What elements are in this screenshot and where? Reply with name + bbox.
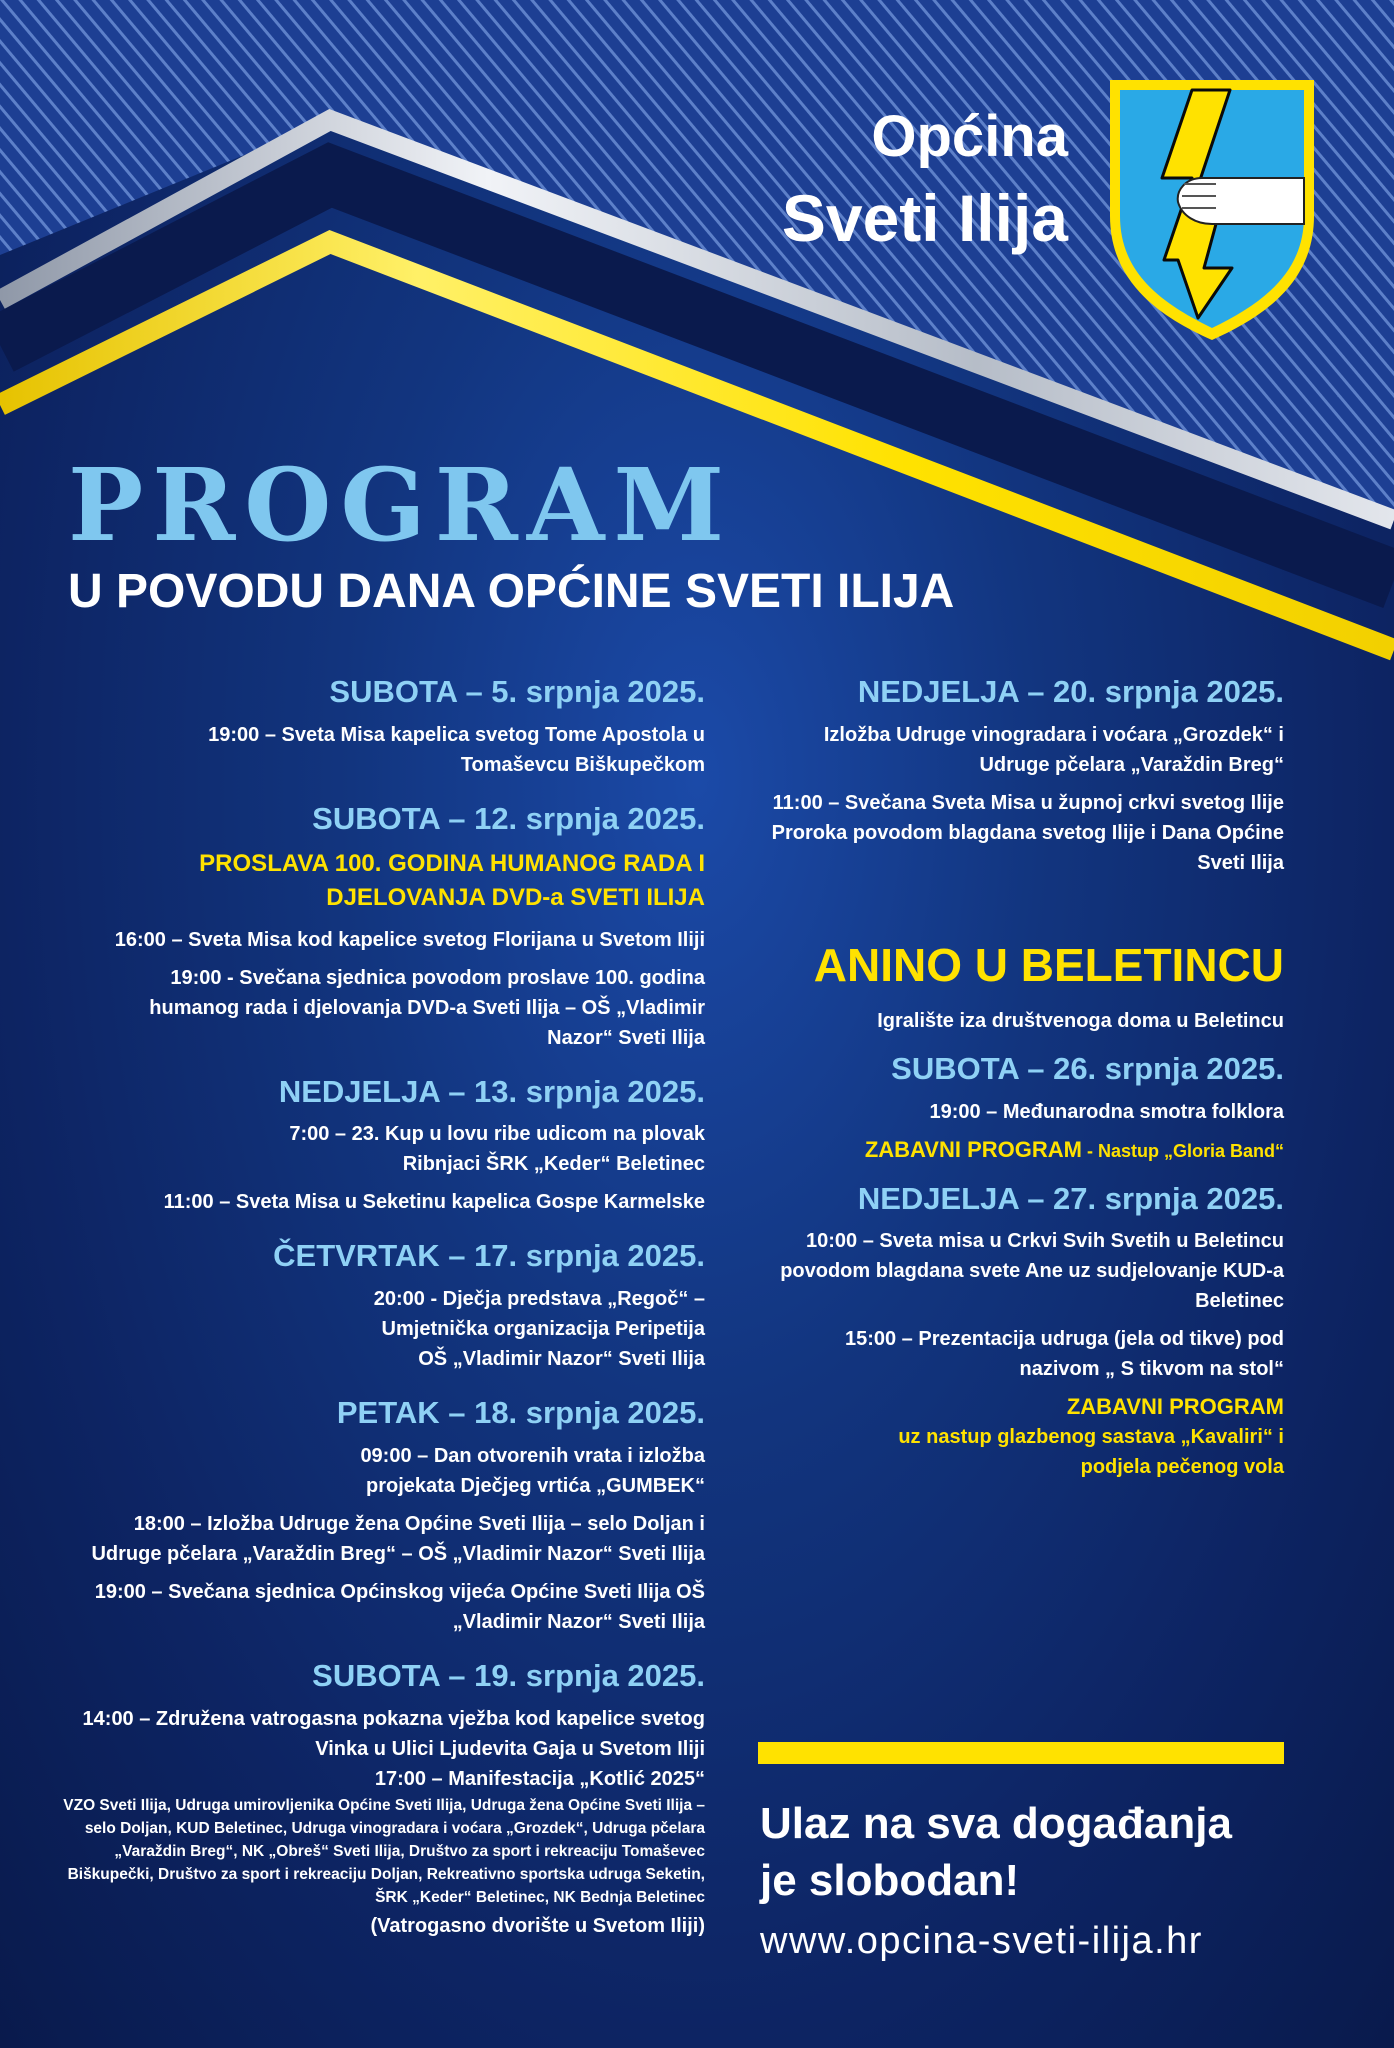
day-heading: SUBOTA – 19. srpnja 2025. xyxy=(312,1657,705,1693)
program-title: PROGRAM xyxy=(68,446,734,564)
event-item: 19:00 – Međunarodna smotra folklora xyxy=(929,1100,1284,1123)
day-heading: NEDJELJA – 27. srpnja 2025. xyxy=(857,1180,1284,1216)
entertainment-label: ZABAVNI PROGRAM xyxy=(864,1136,1082,1162)
event-item: 11:00 – Svečana Sveta Misa u župnoj crkvi svetog Ilije Proroka povodom blagdana svetog Ilije i Dana Općine Sveti Ilija xyxy=(771,791,1284,874)
anino-location: Igralište iza društvenoga doma u Beletincu xyxy=(877,1009,1284,1032)
anino-section xyxy=(740,938,1284,1036)
entertainment-label: ZABAVNI PROGRAM xyxy=(1066,1394,1284,1420)
day-heading: PETAK – 18. srpnja 2025. xyxy=(336,1395,705,1430)
entertainment-program xyxy=(740,1392,1284,1422)
event-item: 15:00 – Prezentacija udruga (jela od tikve) pod nazivom „ S tikvom na stol“ xyxy=(844,1328,1284,1381)
entertainment-detail: - Nastup „Gloria Band“ xyxy=(1081,1140,1284,1161)
day-heading: NEDJELJA – 20. srpnja 2025. xyxy=(857,674,1284,709)
day-block xyxy=(60,1394,705,1637)
day-block xyxy=(60,1657,705,1941)
divider-bar xyxy=(758,1742,1284,1764)
event-item: 19:00 - Svečana sjednica povodom proslave 100. godina humanog rada i djelovanja DVD-a Sveti Ilija – OŠ „Vladimir Nazor“ Sveti Ilija xyxy=(149,966,705,1049)
municipality-name-line2: Sveti Ilija xyxy=(781,181,1068,255)
entertainment-detail: uz nastup glazbenog sastava „Kavaliri“ i podjela pečenog vola xyxy=(898,1426,1284,1479)
day-block xyxy=(60,800,705,1053)
day-heading: SUBOTA – 12. srpnja 2025. xyxy=(312,800,705,836)
event-item: 09:00 – Dan otvorenih vrata i izložba projekata Dječjeg vrtića „GUMBEK“ xyxy=(360,1444,705,1497)
event-item: 19:00 – Svečana sjednica Općinskog vijeća Općine Sveti Ilija OŠ „Vladimir Nazor“ Sveti Ilija xyxy=(94,1580,705,1633)
event-item: 16:00 – Sveta Misa kod kapelice svetog Florijana u Svetom Iliji xyxy=(114,928,705,951)
day-block xyxy=(740,673,1284,878)
event-item: 10:00 – Sveta misa u Crkvi Svih Svetih u Beletincu povodom blagdana svete Ane uz sudjelovanje KUD-a Beletinec xyxy=(780,1230,1284,1313)
event-venue: (Vatrogasno dvorište u Svetom Iliji) xyxy=(370,1914,705,1937)
event-item: 14:00 – Združena vatrogasna pokazna vježba kod kapelice svetog Vinka u Ulici Ljudevita Gaja u Svetom Iliji xyxy=(82,1707,705,1760)
coat-of-arms-icon xyxy=(1106,76,1318,344)
day-heading: ČETVRTAK – 17. srpnja 2025. xyxy=(273,1238,705,1274)
day-heading: NEDJELJA – 13. srpnja 2025. xyxy=(278,1073,705,1109)
day-block xyxy=(740,1050,1284,1166)
event-item: 18:00 – Izložba Udruge žena Općine Sveti Ilija – selo Doljan i Udruge pčelara „Varaždin Breg“ – OŠ „Vladimir Nazor“ Sveti Ilija xyxy=(91,1512,705,1565)
schedule-right-column xyxy=(740,673,1284,1490)
day-heading: SUBOTA – 26. srpnja 2025. xyxy=(891,1050,1284,1086)
event-item: 7:00 – 23. Kup u lovu ribe udicom na plovak Ribnjaci ŠRK „Keder“ Beletinec xyxy=(289,1123,705,1176)
program-subtitle: U POVODU DANA OPĆINE SVETI ILIJA xyxy=(68,565,955,618)
organizers-list: VZO Sveti Ilija, Udruga umirovljenika Općine Sveti Ilija, Udruga žena Općine Sveti Ilija – selo Doljan, KUD Beletinec, Udruga vinogradara i voćara „Grozdek“, Udruga pčelara „Varaždin Breg“, NK „Obreš“ Sveti Ilija, Društvo za sport i rekreaciju Tomaševec Biškupečki, Društvo za sport i rekreaciju Doljan, Rekreativno sportska udruga Seketin, ŠRK „Keder“ Beletinec, NK Bednja Beletinec xyxy=(63,1796,705,1906)
day-heading: SUBOTA – 5. srpnja 2025. xyxy=(329,674,705,709)
day-block xyxy=(60,673,705,780)
anino-title: ANINO U BELETINCU xyxy=(813,938,1284,991)
schedule-left-column xyxy=(60,673,705,1949)
municipality-name-line1: Općina xyxy=(871,104,1068,169)
day-block xyxy=(60,1237,705,1374)
event-item: 20:00 - Dječja predstava „Regoč“ – Umjetnička organizacija Peripetija OŠ „Vladimir Nazor“ Sveti Ilija xyxy=(373,1288,705,1370)
day-block xyxy=(60,1073,705,1218)
entertainment-program xyxy=(740,1135,1284,1166)
day-block xyxy=(740,1180,1284,1483)
event-item: 11:00 – Sveta Misa u Seketinu kapelica Gospe Karmelske xyxy=(163,1191,705,1214)
celebration-highlight: PROSLAVA 100. GODINA HUMANOG RADA I DJELOVANJA DVD-a SVETI ILIJA xyxy=(199,849,705,911)
free-entry-notice: Ulaz na sva događanja je slobodan! xyxy=(760,1799,1232,1905)
event-item: 19:00 – Sveta Misa kapelica svetog Tome Apostola u Tomaševcu Biškupečkom xyxy=(208,723,705,776)
event-item: 17:00 – Manifestacija „Kotlić 2025“ xyxy=(374,1767,705,1790)
website-link[interactable]: www.opcina-sveti-ilija.hr xyxy=(760,1920,1203,1962)
event-item: Izložba Udruge vinogradara i voćara „Grozdek“ i Udruge pčelara „Varaždin Breg“ xyxy=(823,723,1284,776)
